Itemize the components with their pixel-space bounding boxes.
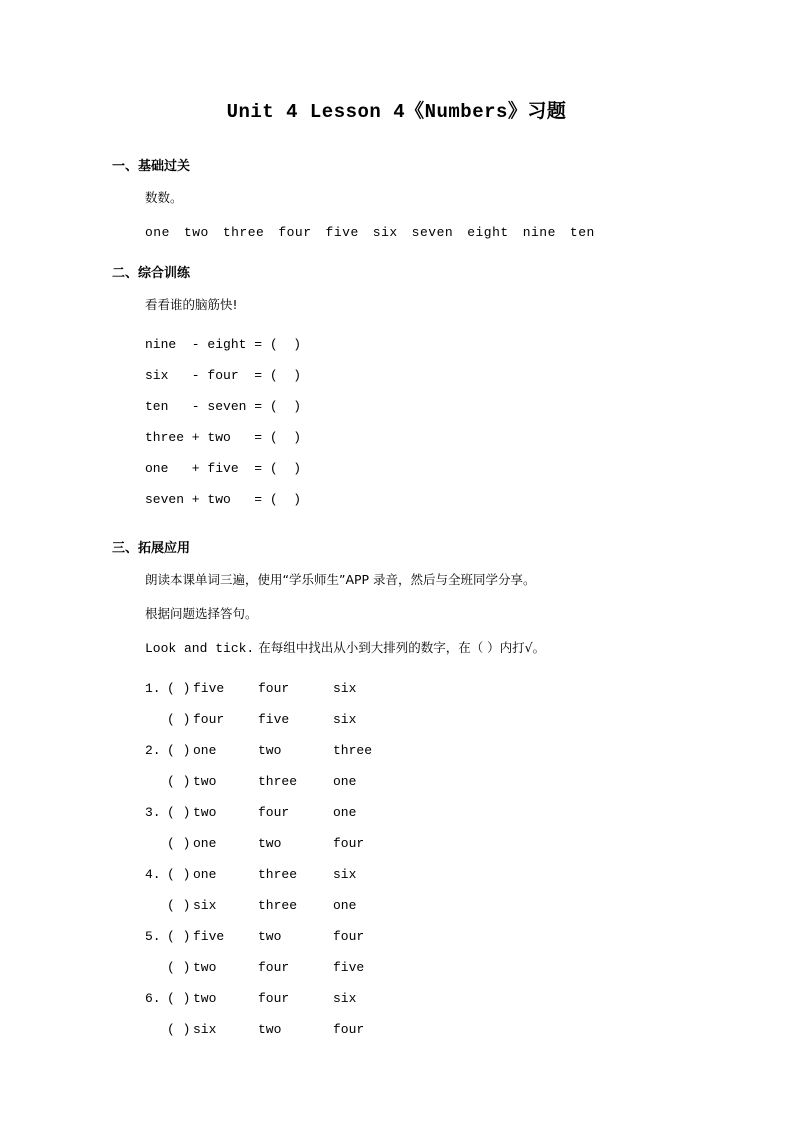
question-number: 6.: [145, 991, 161, 1007]
number-word-nine: nine: [522, 224, 556, 240]
question-number: 1.: [145, 681, 161, 697]
option-a: five: [193, 681, 225, 697]
equation-row[interactable]: three + two = ( ): [145, 429, 302, 445]
option-a: two: [193, 805, 217, 821]
option-c: five: [333, 960, 365, 976]
question-row[interactable]: [145, 828, 793, 859]
option-b: two: [258, 836, 282, 852]
option-c: six: [333, 991, 357, 1007]
spacer: [0, 208, 793, 225]
option-a: six: [193, 898, 217, 914]
question-row[interactable]: [145, 704, 793, 735]
option-a: one: [193, 867, 217, 883]
number-word-ten: ten: [569, 224, 595, 240]
section-heading-3: 三、拓展应用: [112, 540, 191, 556]
option-a: two: [193, 991, 217, 1007]
tick-box[interactable]: ( ): [167, 774, 191, 790]
question-number: 2.: [145, 743, 161, 759]
option-c: six: [333, 867, 357, 883]
number-word-list: [0, 225, 793, 240]
option-a: one: [193, 743, 217, 759]
tick-box[interactable]: ( ): [167, 960, 191, 976]
number-word-eight: eight: [467, 224, 509, 240]
equation-row[interactable]: ten - seven = ( ): [145, 398, 302, 414]
page-title: Unit 4 Lesson 4《Numbers》习题: [226, 101, 567, 123]
question-number: 4.: [145, 867, 161, 883]
number-word-six: six: [372, 224, 398, 240]
equation-row[interactable]: nine - eight = ( ): [145, 336, 302, 352]
option-b: four: [258, 991, 290, 1007]
option-c: six: [333, 712, 357, 728]
question-row[interactable]: [145, 766, 793, 797]
section-heading-2: 二、综合训练: [112, 265, 191, 281]
question-list: [0, 673, 793, 1045]
equation-row[interactable]: seven + two = ( ): [145, 491, 302, 507]
question-row[interactable]: [145, 797, 793, 828]
question-row[interactable]: [145, 735, 793, 766]
spacer: [0, 315, 793, 329]
spacer: [0, 590, 793, 604]
option-b: two: [258, 1022, 282, 1038]
tick-box[interactable]: ( ): [167, 681, 191, 697]
question-row[interactable]: [145, 921, 793, 952]
tick-box[interactable]: ( ): [167, 836, 191, 852]
option-b: four: [258, 681, 290, 697]
option-c: six: [333, 681, 357, 697]
section-2-instruction: 看看谁的脑筋快!: [145, 296, 238, 312]
equation-list: [0, 329, 793, 515]
spacer: [0, 174, 793, 188]
option-a: two: [193, 960, 217, 976]
option-c: four: [333, 929, 365, 945]
option-b: three: [258, 774, 298, 790]
question-number: 5.: [145, 929, 161, 945]
look-and-tick-label: Look and tick.: [145, 640, 255, 656]
option-b: two: [258, 929, 282, 945]
spacer: [0, 624, 793, 638]
option-b: three: [258, 898, 298, 914]
question-number: 3.: [145, 805, 161, 821]
number-word-five: five: [325, 224, 359, 240]
question-row[interactable]: [145, 983, 793, 1014]
section-3-instruction-3: [0, 638, 793, 659]
question-row[interactable]: [145, 890, 793, 921]
equation-row[interactable]: one + five = ( ): [145, 460, 302, 476]
number-word-seven: seven: [411, 224, 454, 240]
question-row[interactable]: [145, 952, 793, 983]
option-b: four: [258, 805, 290, 821]
question-row[interactable]: [145, 1014, 793, 1045]
look-and-tick-cn: 在每组中找出从小到大排列的数字，在（ ）内打√。: [258, 639, 546, 655]
option-c: one: [333, 805, 357, 821]
option-c: one: [333, 898, 357, 914]
option-b: three: [258, 867, 298, 883]
number-word-two: two: [183, 224, 209, 240]
option-b: five: [258, 712, 290, 728]
tick-box[interactable]: ( ): [167, 1022, 191, 1038]
tick-box[interactable]: ( ): [167, 867, 191, 883]
tick-box[interactable]: ( ): [167, 743, 191, 759]
spacer: [0, 281, 793, 295]
question-row[interactable]: [145, 859, 793, 890]
option-a: six: [193, 1022, 217, 1038]
spacer: [0, 556, 793, 570]
option-c: one: [333, 774, 357, 790]
option-a: four: [193, 712, 225, 728]
spacer: [0, 659, 793, 673]
option-c: three: [333, 743, 373, 759]
option-b: four: [258, 960, 290, 976]
section-heading-1: 一、基础过关: [112, 158, 191, 174]
section-3-instruction-1: 朗读本课单词三遍，使用“学乐师生”APP 录音，然后与全班同学分享。: [145, 571, 536, 587]
tick-box[interactable]: ( ): [167, 712, 191, 728]
tick-box[interactable]: ( ): [167, 898, 191, 914]
option-c: four: [333, 1022, 365, 1038]
number-word-four: four: [278, 224, 312, 240]
section-1-instruction: 数数。: [145, 189, 183, 205]
option-a: one: [193, 836, 217, 852]
equation-row[interactable]: six - four = ( ): [145, 367, 302, 383]
number-word-one: one: [145, 224, 170, 240]
tick-box[interactable]: ( ): [167, 991, 191, 1007]
section-3-instruction-2: 根据问题选择答句。: [145, 605, 258, 621]
tick-box[interactable]: ( ): [167, 805, 191, 821]
option-c: four: [333, 836, 365, 852]
question-row[interactable]: [145, 673, 793, 704]
tick-box[interactable]: ( ): [167, 929, 191, 945]
option-a: five: [193, 929, 225, 945]
option-a: two: [193, 774, 217, 790]
option-b: two: [258, 743, 282, 759]
number-word-three: three: [222, 224, 265, 240]
